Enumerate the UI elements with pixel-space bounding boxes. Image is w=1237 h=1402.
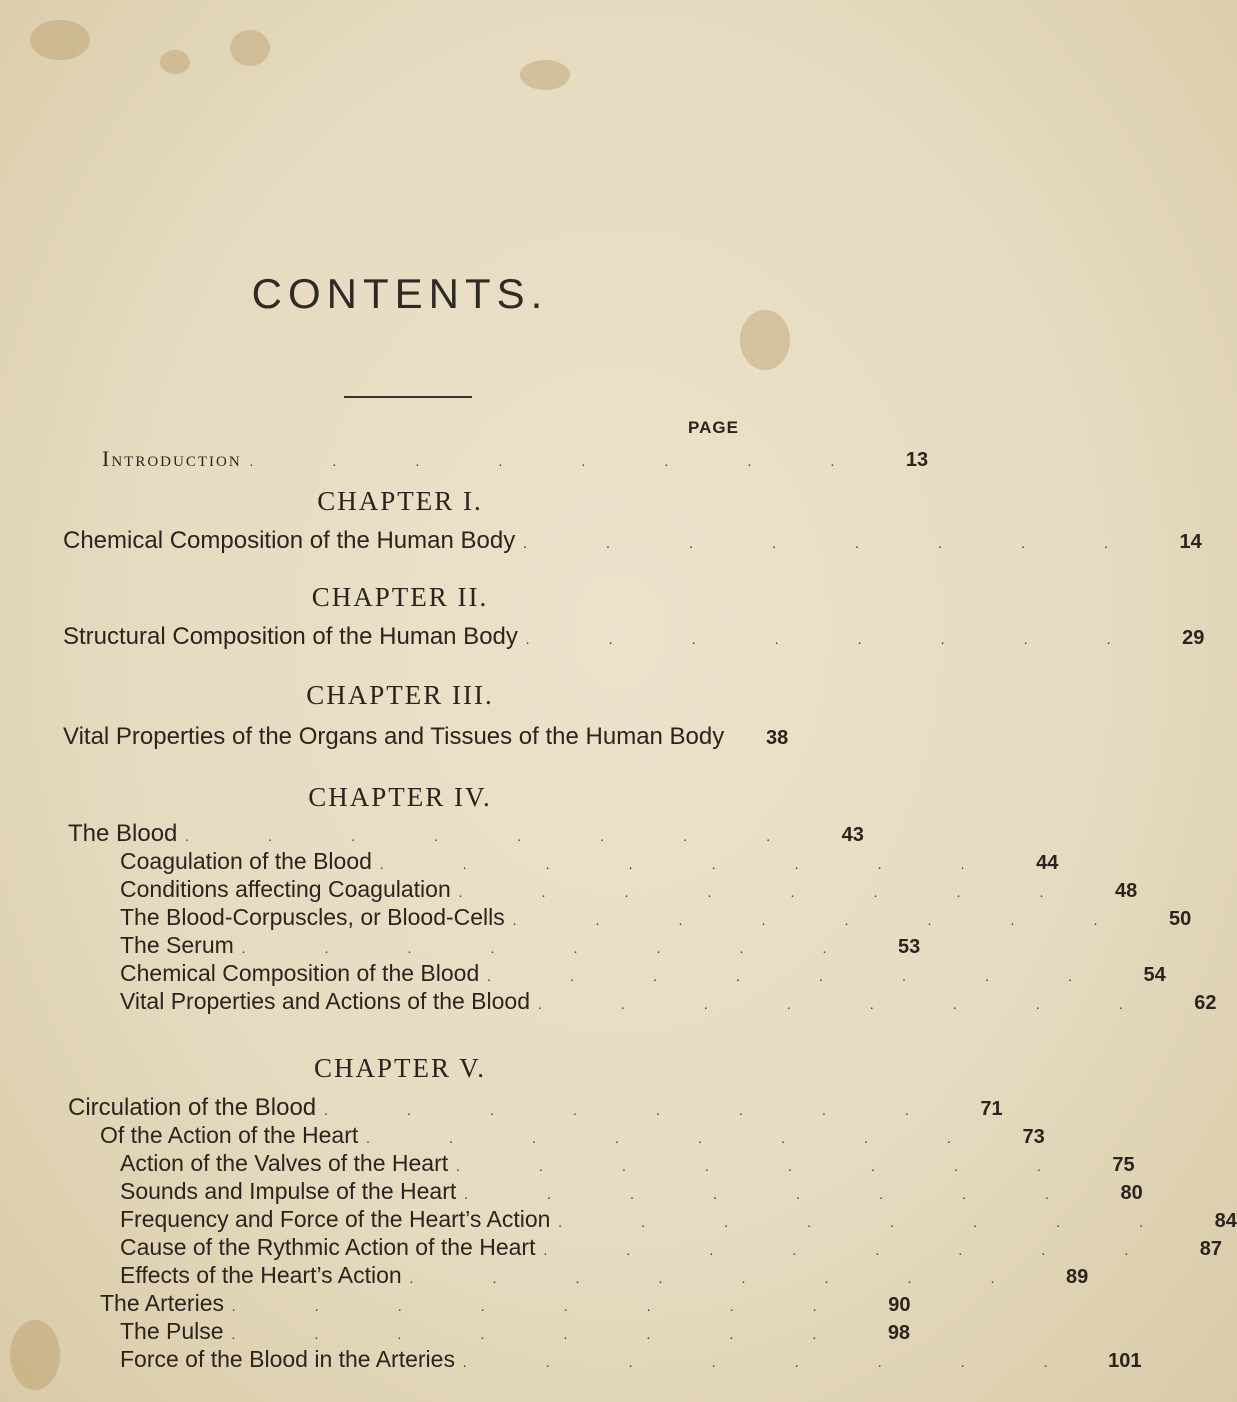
toc-entry-page: 71 bbox=[980, 1098, 1003, 1120]
chapter-heading: CHAPTER V. bbox=[313, 1053, 487, 1083]
toc-entry-page: 73 bbox=[1022, 1126, 1045, 1148]
toc-entry-page: 29 bbox=[1182, 627, 1205, 649]
toc-entry[interactable] bbox=[120, 904, 1192, 934]
toc-entry-page: 53 bbox=[898, 936, 921, 958]
toc-entry-label: Frequency and Force of the Heart’s Action bbox=[120, 1206, 551, 1232]
toc-entry-page: 89 bbox=[1065, 1266, 1089, 1288]
leader-dots: . . . . . . . . bbox=[409, 1272, 1033, 1287]
toc-entry-page: 54 bbox=[1143, 964, 1166, 986]
foxing-spot bbox=[30, 20, 90, 60]
toc-entry-page: 48 bbox=[1115, 880, 1138, 902]
toc-entry-label: Cause of the Rythmic Action of the Heart bbox=[120, 1234, 536, 1260]
toc-entry[interactable] bbox=[120, 1318, 911, 1348]
toc-entry-label: The Blood bbox=[68, 820, 178, 847]
toc-entry-label: Action of the Valves of the Heart bbox=[120, 1150, 449, 1176]
toc-entry-label: Structural Composition of the Human Body bbox=[63, 623, 518, 650]
chapter-heading: CHAPTER II. bbox=[311, 582, 489, 612]
toc-entry-page: 44 bbox=[1036, 852, 1059, 874]
toc-entry[interactable] bbox=[120, 1262, 1089, 1292]
toc-entry-page: 87 bbox=[1199, 1238, 1222, 1260]
toc-entry-introduction[interactable] bbox=[102, 446, 929, 476]
toc-entry-page: 38 bbox=[766, 727, 789, 749]
page-column-heading: PAGE bbox=[688, 418, 739, 437]
toc-entry[interactable] bbox=[120, 848, 1059, 878]
toc-entry-label: The Arteries bbox=[100, 1290, 224, 1316]
toc-entry-page: 43 bbox=[841, 824, 864, 846]
toc-entry[interactable] bbox=[68, 1094, 1003, 1124]
toc-entry[interactable] bbox=[120, 1178, 1143, 1208]
toc-entry-page: 98 bbox=[887, 1322, 911, 1344]
toc-entry-label: Vital Properties and Actions of the Blood bbox=[120, 988, 531, 1014]
toc-entry[interactable] bbox=[120, 932, 921, 962]
leader-dots: . . . . . . . . bbox=[249, 455, 873, 470]
foxing-spot bbox=[10, 1320, 60, 1390]
toc-entry-page: 62 bbox=[1194, 992, 1217, 1014]
toc-entry-page: 90 bbox=[888, 1294, 911, 1316]
leader-dots: . . . . . . . . bbox=[458, 886, 1082, 901]
toc-entry[interactable] bbox=[63, 723, 789, 753]
toc-entry-page: 14 bbox=[1179, 531, 1202, 553]
toc-entry[interactable] bbox=[120, 1150, 1135, 1180]
toc-entry-label: The Pulse bbox=[120, 1318, 224, 1344]
foxing-spot bbox=[520, 60, 570, 90]
toc-entry-label: Coagulation of the Blood bbox=[120, 848, 372, 874]
toc-entry-page: 75 bbox=[1112, 1154, 1135, 1176]
toc-entry-label: Sounds and Impulse of the Heart bbox=[120, 1178, 457, 1204]
toc-entry-label: Force of the Blood in the Arteries bbox=[120, 1346, 455, 1372]
toc-entry[interactable] bbox=[100, 1290, 911, 1320]
leader-dots: . . . . . . . . bbox=[525, 633, 1149, 648]
leader-dots: . . . . . . . . bbox=[543, 1244, 1166, 1259]
foxing-spot bbox=[230, 30, 270, 66]
toc-entry[interactable] bbox=[63, 623, 1205, 653]
leader-dots: . . . . . . . . bbox=[462, 1356, 1086, 1371]
leader-dots: . . . . . . . . bbox=[379, 858, 1003, 873]
toc-entry-label: Of the Action of the Heart bbox=[100, 1122, 359, 1148]
toc-entry[interactable] bbox=[120, 960, 1166, 990]
leader-dots: . . . . . . . . bbox=[231, 1328, 855, 1343]
page-title: CONTENTS. bbox=[251, 270, 549, 317]
toc-entry-label: Conditions affecting Coagulation bbox=[120, 876, 451, 902]
leader-dots: . . . . . . . . bbox=[232, 1300, 855, 1315]
leader-dots: . . . . . . . . bbox=[241, 942, 865, 957]
toc-entry[interactable] bbox=[120, 1234, 1222, 1264]
toc-entry-label: The Serum bbox=[120, 932, 234, 958]
leader-dots: . . . . . . . . bbox=[185, 830, 808, 845]
toc-entry-label: Effects of the Heart’s Action bbox=[120, 1262, 402, 1288]
toc-entry-page: 101 bbox=[1108, 1350, 1142, 1372]
chapter-heading: CHAPTER IV. bbox=[308, 782, 492, 812]
toc-entry-label: Chemical Composition of the Human Body bbox=[63, 527, 516, 554]
leader-dots: . . . . . . . . bbox=[324, 1104, 947, 1119]
leader-dots: . . . . . . . . bbox=[366, 1132, 989, 1147]
leader-dots: . . . . . . . . bbox=[512, 914, 1136, 929]
toc-entry-page: 50 bbox=[1169, 908, 1192, 930]
toc-entry-page: 84 bbox=[1214, 1210, 1237, 1232]
toc-entry[interactable] bbox=[120, 1206, 1237, 1236]
toc-entry[interactable] bbox=[120, 876, 1138, 906]
title-rule bbox=[344, 396, 472, 398]
foxing-spot bbox=[740, 310, 790, 370]
leader-dots: . . . . . . . . bbox=[538, 998, 1161, 1013]
toc-entry[interactable] bbox=[120, 988, 1217, 1018]
foxing-spot bbox=[160, 50, 190, 74]
leader-dots: . . . . . . . . bbox=[456, 1160, 1079, 1175]
chapter-heading: CHAPTER III. bbox=[306, 680, 494, 710]
leader-dots: . . . . . . . . bbox=[487, 970, 1110, 985]
toc-entry-label: Introduction bbox=[102, 446, 242, 471]
toc-entry-label: Circulation of the Blood bbox=[68, 1094, 317, 1121]
leader-dots: . . . . . . . . bbox=[558, 1216, 1181, 1231]
toc-entry-page: 13 bbox=[905, 449, 929, 471]
toc-entry-label: Vital Properties of the Organs and Tissues of the Human Body bbox=[63, 723, 725, 750]
toc-entry[interactable] bbox=[68, 820, 864, 850]
toc-entry[interactable] bbox=[63, 527, 1202, 557]
toc-entry[interactable] bbox=[100, 1122, 1045, 1152]
toc-entry[interactable] bbox=[120, 1346, 1142, 1376]
leader-dots: . . . . . . . . bbox=[523, 537, 1146, 552]
toc-entry-label: Chemical Composition of the Blood bbox=[120, 960, 480, 986]
toc-entry-page: 80 bbox=[1120, 1182, 1143, 1204]
chapter-heading: CHAPTER I. bbox=[317, 486, 483, 516]
leader-dots: . . . . . . . . bbox=[464, 1188, 1087, 1203]
toc-entry-label: The Blood-Corpuscles, or Blood-Cells bbox=[120, 904, 505, 930]
